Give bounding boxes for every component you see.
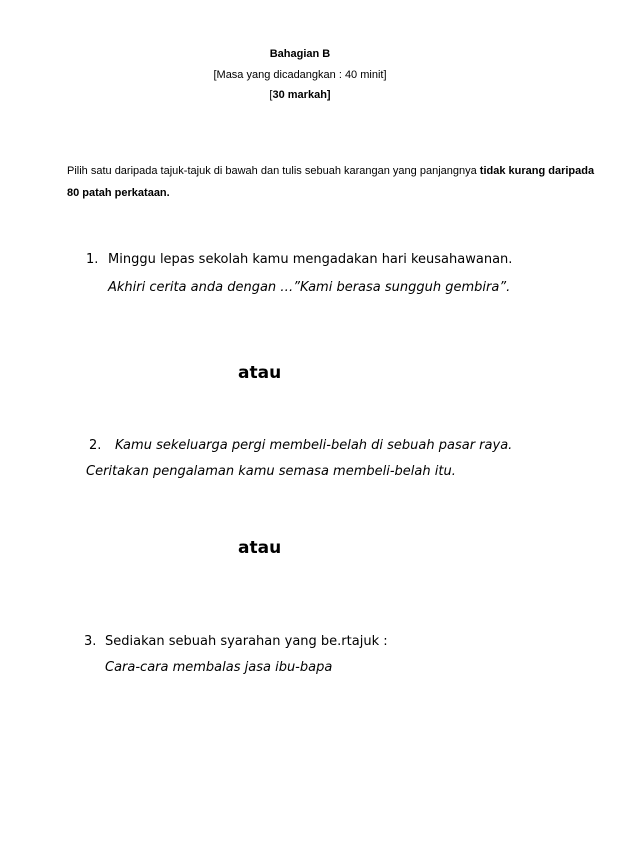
section-marks: [0, 85, 600, 105]
section-title: Bahagian B: [269, 48, 331, 60]
question-3-number: 3.: [84, 634, 97, 649]
question-2-line-2: Ceritakan pengalaman kamu semasa membeli-belah itu.: [86, 464, 456, 479]
marks-bracket: [: [269, 89, 273, 101]
question-3-line-1: Sediakan sebuah syarahan yang be.rtajuk :: [105, 634, 388, 649]
instruction-emphasis: tidak kurang daripada 80 patah perkataan.: [67, 165, 595, 199]
instruction-text: Pilih satu daripada tajuk-tajuk di bawah dan tulis sebuah karangan yang panjangnya: [67, 165, 480, 177]
question-3-line-2: Cara-cara membalas jasa ibu-bapa: [105, 660, 333, 675]
question-1-line-1: Minggu lepas sekolah kamu mengadakan hari keusahawanan.: [108, 252, 513, 267]
question-1-number: 1.: [86, 252, 99, 267]
separator-2: atau: [238, 538, 282, 558]
section-duration: [Masa yang dicadangkan : 40 minit]: [213, 69, 387, 81]
question-2-line-1: Kamu sekeluarga pergi membeli-belah di sebuah pasar raya.: [115, 438, 513, 453]
marks-value: 30 markah]: [272, 89, 331, 101]
separator-1: atau: [238, 363, 282, 383]
instruction: [67, 160, 597, 204]
question-2-number: 2.: [89, 438, 102, 453]
question-1-line-2: Akhiri cerita anda dengan …”Kami berasa sungguh gembira”.: [108, 280, 511, 295]
